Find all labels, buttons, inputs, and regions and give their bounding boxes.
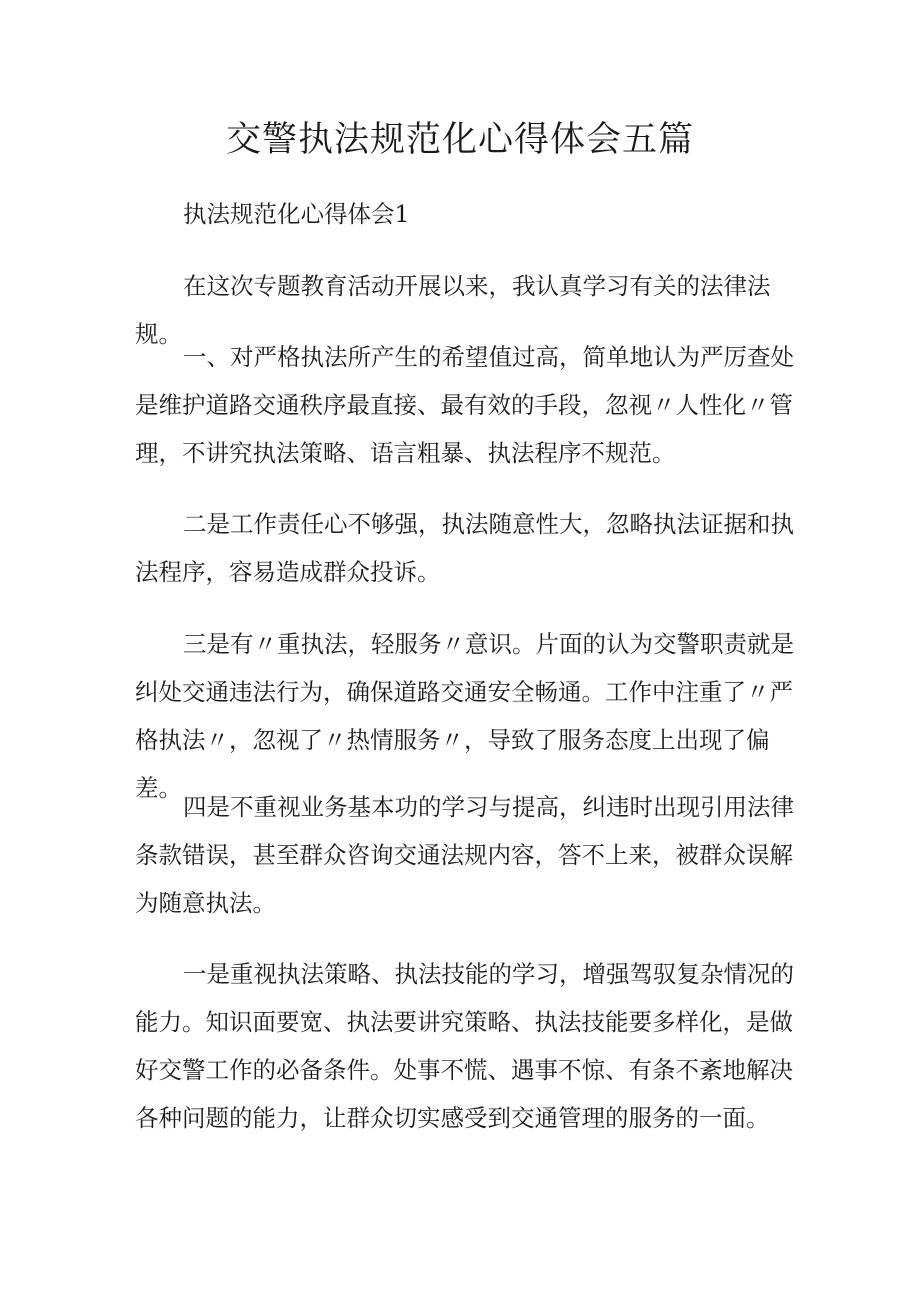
- paragraph-intro: 在这次专题教育活动开展以来，我认真学习有关的法律法规。: [135, 272, 771, 348]
- section-subtitle: 执法规范化心得体会1: [183, 200, 410, 228]
- paragraph-problem-4: 四是不重视业务基本功的学习与提高，纠违时出现引用法律条款错误，甚至群众咨询交通法规内容，答不上来，被群众误解为随意执法。: [135, 793, 794, 917]
- document-title: 交警执法规范化心得体会五篇: [225, 120, 694, 160]
- paragraph-measure-1: 一是重视执法策略、执法技能的学习，增强驾驭复杂情况的能力。知识面要宽、执法要讲究策略、执法技能要多样化，是做好交警工作的必备条件。处事不慌、遇事不惊、有条不紊地解决各种问题的能力，让群众切实感受到交通管理的服务的一面。: [135, 960, 794, 1132]
- paragraph-problem-2: 二是工作责任心不够强，执法随意性大，忽略执法证据和执法程序，容易造成群众投诉。: [135, 510, 794, 586]
- paragraph-problem-3: 三是有〃重执法，轻服务〃意识。片面的认为交警职责就是纠处交通违法行为，确保道路交通安全畅通。工作中注重了〃严格执法〃，忽视了〃热情服务〃，导致了服务态度上出现了偏差。: [135, 630, 794, 802]
- paragraph-problem-1: 一、对严格执法所产生的希望值过高，简单地认为严厉查处是维护道路交通秩序最直接、最有效的手段，忽视〃人性化〃管理，不讲究执法策略、语言粗暴、执法程序不规范。: [135, 343, 794, 467]
